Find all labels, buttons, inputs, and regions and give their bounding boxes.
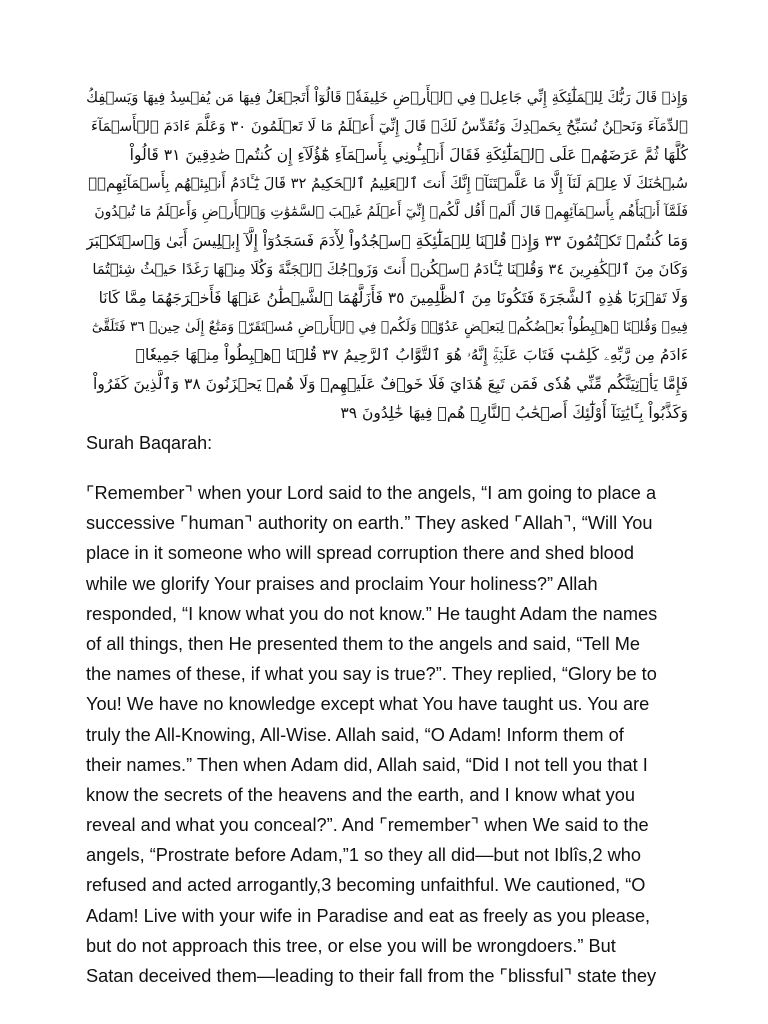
translation-line: reveal and what you conceal?”. And ⌜remember⌝ when We said to the <box>86 815 649 836</box>
arabic-line: سُبۡحَٰنَكَ لَا عِلۡمَ لَنَآ إِلَّا مَا عَلَّمۡتَنَآۖ إِنَّكَ أَنتَ ٱلۡعَلِيمُ ٱلۡحَكِيمُ ٣٢ قَالَ يَٰٓـَٔادَمُ أَنۢبِئۡهُم بِأَسۡمَآئِهِمۡۖ <box>88 174 688 192</box>
arabic-line: وَلَا تَقۡرَبَا هَٰذِهِ ٱلشَّجَرَةَ فَتَكُونَا مِنَ ٱلظَّٰلِمِينَ ٣٥ فَأَزَلَّهُمَا ٱلشَّيۡطَٰنُ عَنۡهَا فَأَخۡرَجَهُمَا مِمَّا كَانَا <box>98 289 688 308</box>
translation-line: Adam! Live with your wife in Paradise and eat as freely as you please, <box>86 905 651 926</box>
arabic-verses <box>86 84 688 427</box>
translation-line: angels, “Prostrate before Adam,”1 so they all did—but not Iblîs,2 who <box>86 845 642 866</box>
translation-line: their names.” Then when Adam did, Allah said, “Did I not tell you that I <box>86 754 648 775</box>
translation-line: the names of these, if what you say is true?”. They replied, “Glory be to <box>86 664 657 685</box>
translation-line: ⌜Remember⌝ when your Lord said to the angels, “I am going to place a <box>86 483 657 503</box>
arabic-line: فَإِمَّا يَأۡتِيَنَّكُم مِّنِّي هُدٗى فَمَن تَبِعَ هُدَايَ فَلَا خَوۡفٌ عَلَيۡهِمۡ وَلَا هُمۡ يَحۡزَنُونَ ٣٨ وَٱلَّذِينَ كَفَرُواْ <box>93 374 688 393</box>
arabic-line: وَكَانَ مِنَ ٱلۡكَٰفِرِينَ ٣٤ وَقُلۡنَا يَٰٓـَٔادَمُ ٱسۡكُنۡ أَنتَ وَزَوۡجُكَ ٱلۡجَنَّةَ وَكُلَا مِنۡهَا رَغَدًا حَيۡثُ شِئۡتُمَا <box>92 260 688 278</box>
translation-line: while we glorify Your praises and proclaim Your holiness?” Allah <box>86 573 598 594</box>
translation-line: but do not approach this tree, or else you will be wrongdoers.” But <box>86 935 616 956</box>
translation-line: responded, “I know what you do not know.” He taught Adam the names <box>86 603 658 624</box>
translation-line: You! We have no knowledge except what You have taught us. You are <box>86 694 650 715</box>
arabic-line: كُلَّهَا ثُمَّ عَرَضَهُمۡ عَلَى ٱلۡمَلَٰٓئِكَةِ فَقَالَ أَنۢبِـُٔونِي بِأَسۡمَآءِ هَٰٓؤُلَآءِ إِن كُنتُمۡ صَٰدِقِينَ ٣١ قَالُواْ <box>129 146 688 165</box>
translation-line: of all things, then He presented them to the angels and said, “Tell Me <box>86 633 641 654</box>
arabic-line: وَمَا كُنتُمۡ تَكۡتُمُونَ ٣٣ وَإِذۡ قُلۡنَا لِلۡمَلَٰٓئِكَةِ ٱسۡجُدُواْ لِأٓدَمَ فَسَجَدُوٓاْ إِلَّآ إِبۡلِيسَ أَبَىٰ وَٱسۡتَكۡبَرَ <box>86 231 688 250</box>
translation-line: refused and acted arrogantly,3 becoming unfaithful. We cautioned, “O <box>86 875 646 896</box>
arabic-line: وَإِذۡ قَالَ رَبُّكَ لِلۡمَلَٰٓئِكَةِ إِنِّي جَاعِلٞ فِي ٱلۡأَرۡضِ خَلِيفَةٗۖ قَالُوٓاْ أَتَجۡعَلُ فِيهَا مَن يُفۡسِدُ فِيهَا وَيَسۡفِكُ <box>86 90 688 106</box>
translation-line: Satan deceived them—leading to their fall from the ⌜blissful⌝ state they <box>86 966 657 986</box>
arabic-line: فِيهِۖ وَقُلۡنَا ٱهۡبِطُواْ بَعۡضُكُمۡ لِبَعۡضٍ عَدُوّٞۖ وَلَكُمۡ فِي ٱلۡأَرۡضِ مُسۡتَقَرّٞ وَمَتَٰعٌ إِلَىٰ حِينٖ ٣٦ فَتَلَقَّىٰٓ <box>91 318 688 335</box>
english-translation <box>86 478 688 991</box>
translation-line: know the secrets of the heavens and the earth, and I know what you <box>86 784 635 805</box>
arabic-line: ءَادَمُ مِن رَّبِّهِۦ كَلِمَٰتٖ فَتَابَ عَلَيۡهِۚ إِنَّهُۥ هُوَ ٱلتَّوَّابُ ٱلرَّحِيمُ ٣٧ قُلۡنَا ٱهۡبِطُواْ مِنۡهَا جَمِيعٗاۖ <box>135 346 688 365</box>
arabic-line: وَكَذَّبُواْ بِـَٔايَٰتِنَآ أُوْلَٰٓئِكَ أَصۡحَٰبُ ٱلنَّارِۖ هُمۡ فِيهَا خَٰلِدُونَ ٣٩ <box>340 403 688 422</box>
translation-line: truly the All-Knowing, All-Wise. Allah said, “O Adam! Inform them of <box>86 724 624 745</box>
arabic-line: فَلَمَّآ أَنۢبَأَهُم بِأَسۡمَآئِهِمۡ قَالَ أَلَمۡ أَقُل لَّكُمۡ إِنِّيٓ أَعۡلَمُ غَيۡبَ ٱلسَّمَٰوَٰتِ وَٱلۡأَرۡضِ وَأَعۡلَمُ مَا تُبۡدُونَ <box>94 204 688 221</box>
arabic-line: ٱلدِّمَآءَ وَنَحۡنُ نُسَبِّحُ بِحَمۡدِكَ وَنُقَدِّسُ لَكَۖ قَالَ إِنِّيٓ أَعۡلَمُ مَا لَا تَعۡلَمُونَ ٣٠ وَعَلَّمَ ءَادَمَ ٱلۡأَسۡمَآءَ <box>91 117 688 135</box>
surah-heading: Surah Baqarah: <box>86 433 213 453</box>
translation-line: successive ⌜human⌝ authority on earth.” They asked ⌜Allah⌝, “Will You <box>86 513 653 534</box>
translation-line: place in it someone who will spread corruption there and shed blood <box>86 543 634 564</box>
